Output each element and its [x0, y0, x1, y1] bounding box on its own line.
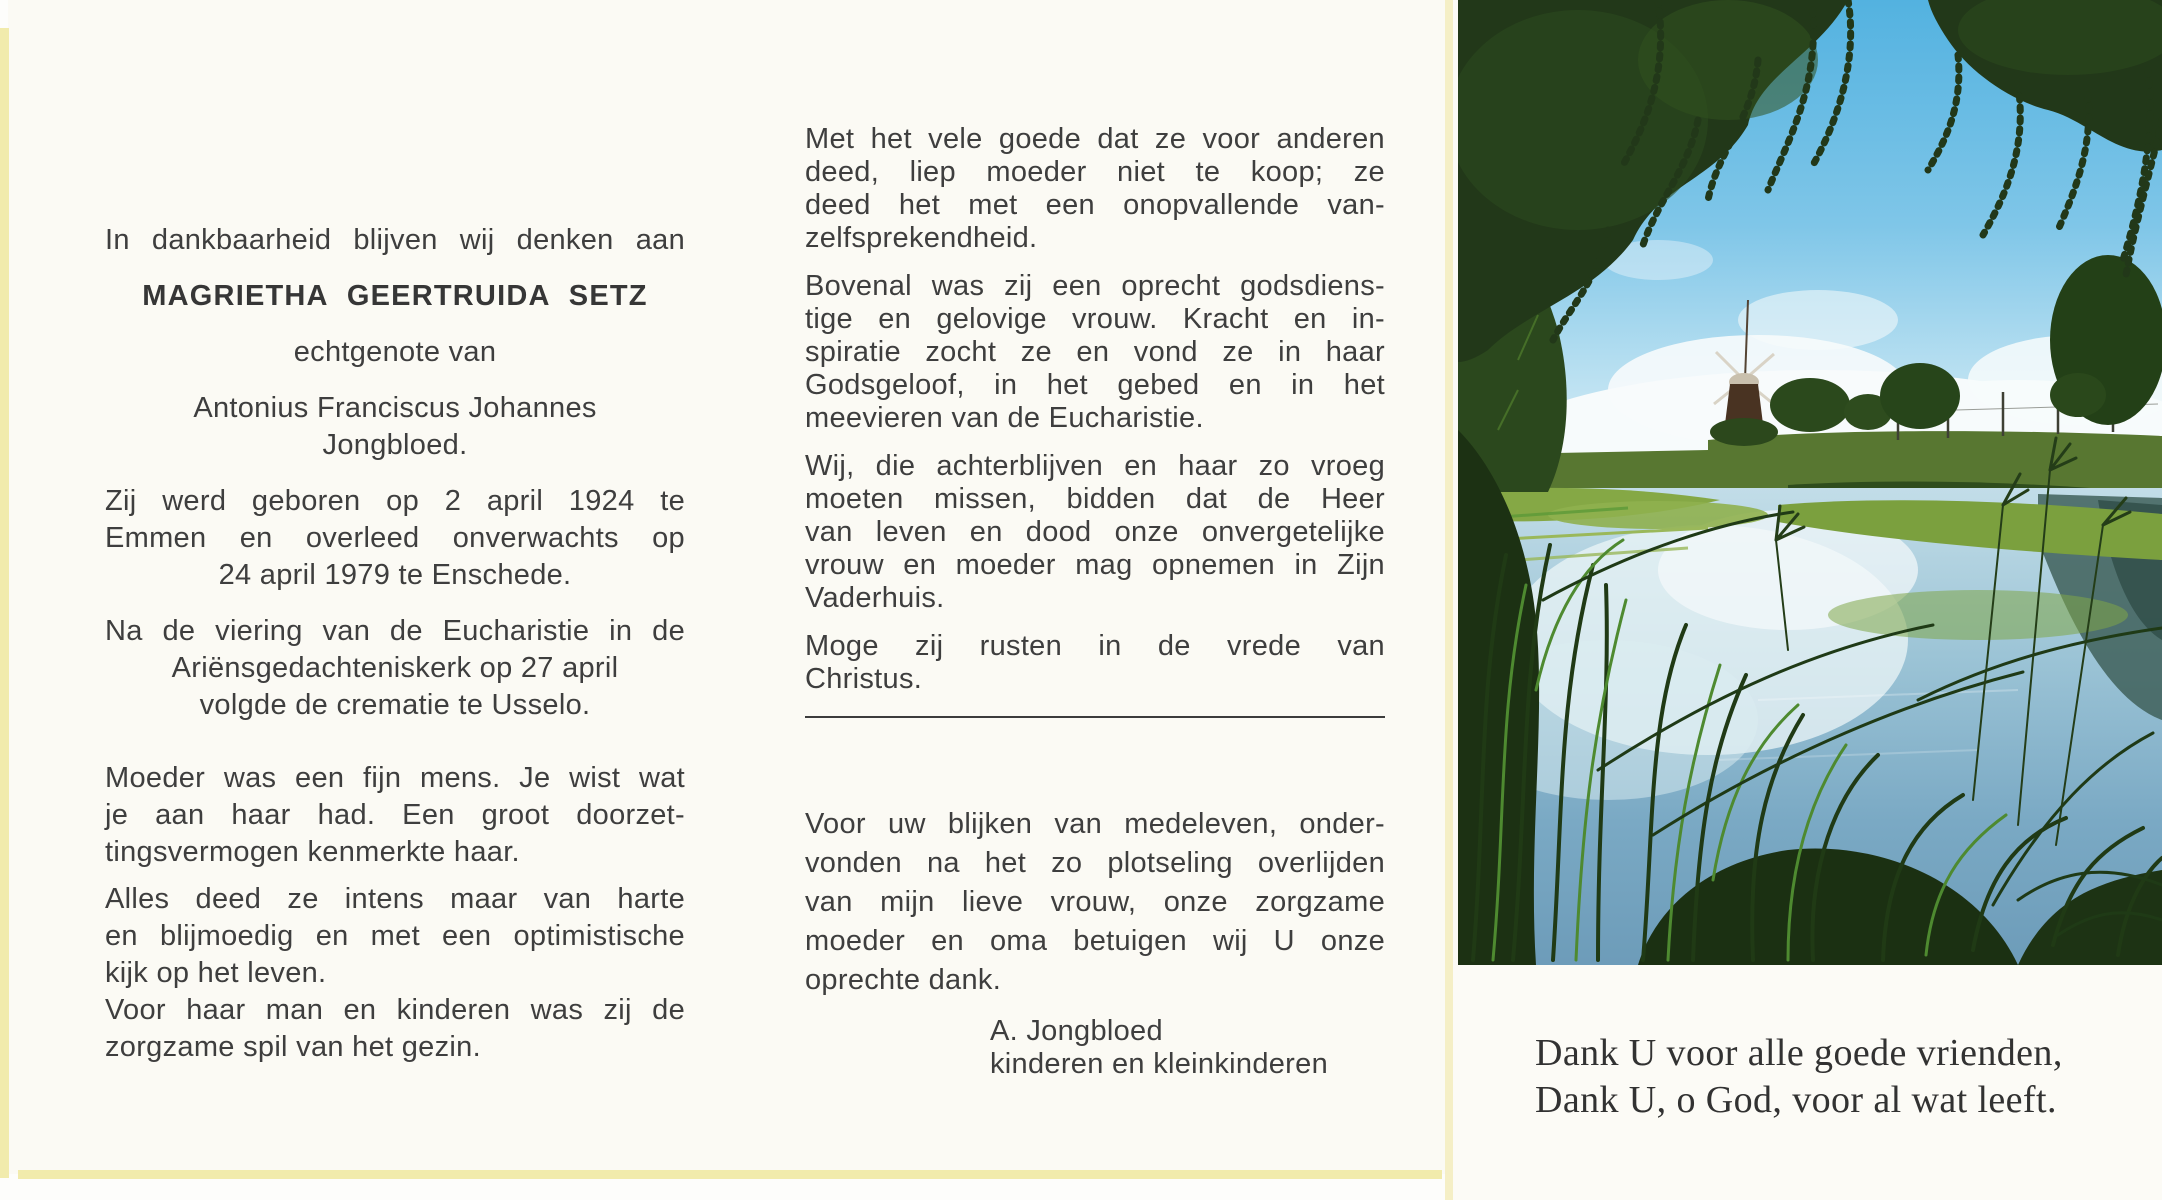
text-line: deed het met een onopvallende van- — [805, 189, 1385, 221]
text-line: Voor haar man en kinderen was zij de — [105, 994, 685, 1026]
text-line: Alles deed ze intens maar van harte — [105, 883, 685, 915]
birth-death — [105, 483, 685, 594]
relation-line — [105, 334, 685, 371]
text-line: Antonius Franciscus Johannes — [193, 392, 597, 424]
tribute-3 — [105, 992, 685, 1066]
faith-paragraph — [805, 270, 1385, 435]
card-edge-left — [0, 28, 9, 1178]
text-line: vonden na het zo plotseling overlijden — [805, 847, 1385, 879]
text-line: Vaderhuis. — [805, 582, 945, 614]
memorial-card-inside-spread — [8, 0, 1446, 1174]
card-edge-bottom — [18, 1170, 1442, 1179]
text-line: Godsgeloof, in het gebed en in het — [805, 369, 1385, 401]
spouse-name — [105, 390, 685, 464]
text-line: Moge zij rusten in de vrede van — [805, 630, 1385, 662]
text-line: van mijn lieve vrouw, onze zorgzame — [805, 886, 1385, 918]
thanks-paragraph — [805, 805, 1385, 1000]
text-line: Christus. — [805, 663, 923, 695]
signature-block — [805, 1015, 1385, 1081]
text-line: zorgzame spil van het gezin. — [105, 1031, 481, 1063]
text-line: je aan haar had. Een groot doorzet- — [105, 799, 685, 831]
text-line: vrouw en moeder mag opnemen in Zijn — [805, 549, 1385, 581]
text-line: en blijmoedig en met een optimistische — [105, 920, 685, 952]
text-line: Moeder was een fijn mens. Je wist wat — [105, 762, 685, 794]
text-line: tingsvermogen kenmerkte haar. — [105, 836, 520, 868]
text-line: kinderen en kleinkinderen — [990, 1048, 1328, 1080]
inside-right-column — [805, 123, 1385, 1081]
thanksgiving-caption — [1535, 1030, 2063, 1124]
intro-line — [105, 222, 685, 259]
text-line: Emmen en overleed onverwachts op — [105, 522, 685, 554]
prayer-paragraph — [805, 450, 1385, 615]
card-fold-line — [1445, 0, 1453, 1200]
text-line: Ariënsgedachteniskerk op 27 april — [171, 652, 619, 684]
funeral-info — [105, 613, 685, 724]
text-line: 24 april 1979 te Enschede. — [218, 559, 572, 591]
text-line: van leven en dood onze onvergetelijke — [805, 516, 1385, 548]
rest-in-peace — [805, 630, 1385, 696]
text-line: echtgenote van — [293, 336, 497, 368]
text-line: oprechte dank. — [805, 964, 1002, 996]
text-line: Wij, die achterblijven en haar zo vroeg — [805, 450, 1385, 482]
landscape-photo — [1458, 0, 2162, 965]
text-line: moeder en oma betuigen wij U onze — [805, 925, 1385, 957]
text-line: Jongbloed. — [322, 429, 468, 461]
inside-left-column — [105, 222, 685, 1066]
text-line: Na de viering van de Eucharistie in de — [105, 615, 685, 647]
text-line: In dankbaarheid blijven wij denken aan — [105, 224, 685, 256]
text-line: moeten missen, bidden dat de Heer — [805, 483, 1385, 515]
text-line: spiratie zocht ze en vond ze in haar — [805, 336, 1385, 368]
text-line: A. Jongbloed — [990, 1015, 1163, 1047]
modesty-paragraph — [805, 123, 1385, 255]
text-line: meevieren van de Eucharistie. — [805, 402, 1204, 434]
text-line: MAGRIETHA GEERTRUIDA SETZ — [142, 280, 648, 312]
text-line: tige en gelovige vrouw. Kracht en in- — [805, 303, 1385, 335]
caption-line-1: Dank U voor alle goede vrienden, — [1535, 1032, 2063, 1074]
text-line: kijk op het leven. — [105, 957, 327, 989]
tribute-1 — [105, 760, 685, 871]
caption-line-2: Dank U, o God, voor al wat leeft. — [1535, 1079, 2057, 1121]
text-line: Met het vele goede dat ze voor anderen — [805, 123, 1385, 155]
tribute-2 — [105, 881, 685, 992]
memorial-card-back-page — [1453, 0, 2162, 1200]
text-line: Zij werd geboren op 2 april 1924 te — [105, 485, 685, 517]
separator-rule — [805, 716, 1385, 718]
deceased-name — [105, 278, 685, 315]
text-line: Voor uw blijken van medeleven, onder- — [805, 808, 1385, 840]
text-line: volgde de crematie te Usselo. — [199, 689, 591, 721]
text-line: Bovenal was zij een oprecht godsdiens- — [805, 270, 1385, 302]
text-line: zelfsprekendheid. — [805, 222, 1038, 254]
text-line: deed, liep moeder niet te koop; ze — [805, 156, 1385, 188]
